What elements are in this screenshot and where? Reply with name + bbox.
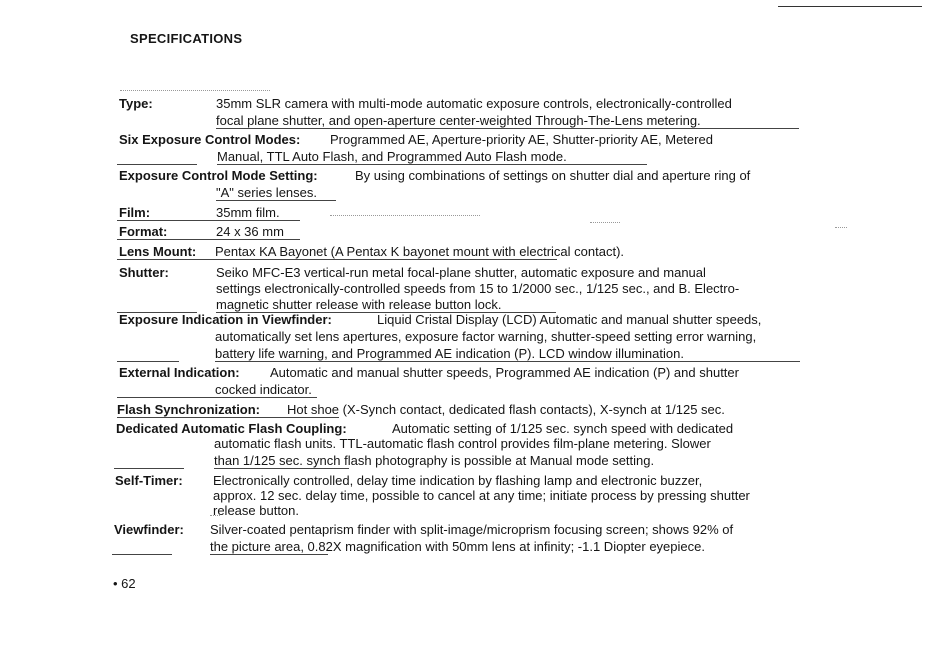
spec-text: Liquid Cristal Display (LCD) Automatic and manual shutter speeds, [377,312,762,327]
scan-artifact [120,90,270,91]
spec-text: magnetic shutter release with release button lock. [216,297,502,312]
spec-label: Format: [119,224,168,239]
scan-artifact [210,515,220,516]
spec-label: Viewfinder: [114,522,184,537]
spec-text: 35mm SLR camera with multi-mode automatic exposure controls, electronically-controlled [216,96,732,111]
spec-label: Film: [119,205,151,220]
underline [117,164,197,165]
spec-text: approx. 12 sec. delay time, possible to cancel at any time; initiate process by pressing shutter [213,488,750,503]
spec-text: release button. [213,503,300,518]
page-title: SPECIFICATIONS [130,31,243,46]
underline [214,468,349,469]
spec-text: Silver-coated pentaprism finder with split-image/microprism focusing screen; shows 92% of [210,522,734,537]
underline [216,200,336,201]
spec-text: Pentax KA Bayonet (A Pentax K bayonet mount with electrical contact). [215,244,625,259]
spec-label: Shutter: [119,265,169,280]
spec-label: Lens Mount: [119,244,197,259]
underline [215,361,800,362]
spec-text: Electronically controlled, delay time indication by flashing lamp and electronic buzzer, [213,473,703,488]
scan-artifact [330,215,480,216]
spec-text: Automatic setting of 1/125 sec. synch speed with dedicated [392,421,734,436]
spec-text: cocked indicator. [215,382,312,397]
spec-text: automatic flash units. TTL-automatic flash control provides film-plane metering. Slower [214,436,711,451]
spec-text: 35mm film. [216,205,280,220]
spec-label: Type: [119,96,153,111]
spec-text: Seiko MFC-E3 vertical-run metal focal-plane shutter, automatic exposure and manual [216,265,706,280]
spec-text: settings electronically-controlled speeds from 15 to 1/2000 sec., 1/125 sec., and B. Electro- [216,281,740,296]
spec-text: Manual, TTL Auto Flash, and Programmed Auto Flash mode. [217,149,567,164]
scan-artifact [590,222,620,223]
spec-text: 24 x 36 mm [216,224,284,239]
underline [217,164,647,165]
underline [117,239,300,240]
spec-text: Programmed AE, Aperture-priority AE, Shutter-priority AE, Metered [330,132,713,147]
underline [210,554,328,555]
spec-label: Self-Timer: [115,473,183,488]
spec-label: Dedicated Automatic Flash Coupling: [116,421,347,436]
spec-text: "A" series lenses. [216,185,317,200]
underline [117,220,300,221]
spec-label: Flash Synchronization: [117,402,261,417]
spec-text: than 1/125 sec. synch flash photography is possible at Manual mode setting. [214,453,655,468]
underline [112,554,172,555]
spec-text: Automatic and manual shutter speeds, Programmed AE indication (P) and shutter [270,365,739,380]
spec-label: Six Exposure Control Modes: [119,132,301,147]
spec-text: Hot shoe (X-Synch contact, dedicated flash contacts), X-synch at 1/125 sec. [287,402,725,417]
spec-text: focal plane shutter, and open-aperture center-weighted Through-The-Lens metering. [216,113,701,128]
underline [117,397,317,398]
underline [117,361,179,362]
scan-artifact [835,227,847,228]
spec-text: By using combinations of settings on shutter dial and aperture ring of [355,168,751,183]
spec-label: External Indication: [119,365,240,380]
underline [114,468,184,469]
spec-text: automatically set lens apertures, exposure factor warning, shutter-speed setting error warning, [215,329,757,344]
spec-label: Exposure Indication in Viewfinder: [119,312,332,327]
spec-label: Exposure Control Mode Setting: [119,168,318,183]
page-number: • 62 [113,576,136,591]
underline [117,417,339,418]
underline [117,259,557,260]
top-right-rule [778,6,922,7]
spec-text: battery life warning, and Programmed AE indication (P). LCD window illumination. [215,346,684,361]
underline [216,128,799,129]
spec-text: the picture area, 0.82X magnification with 50mm lens at infinity; -1.1 Diopter eyepiece. [210,539,705,554]
